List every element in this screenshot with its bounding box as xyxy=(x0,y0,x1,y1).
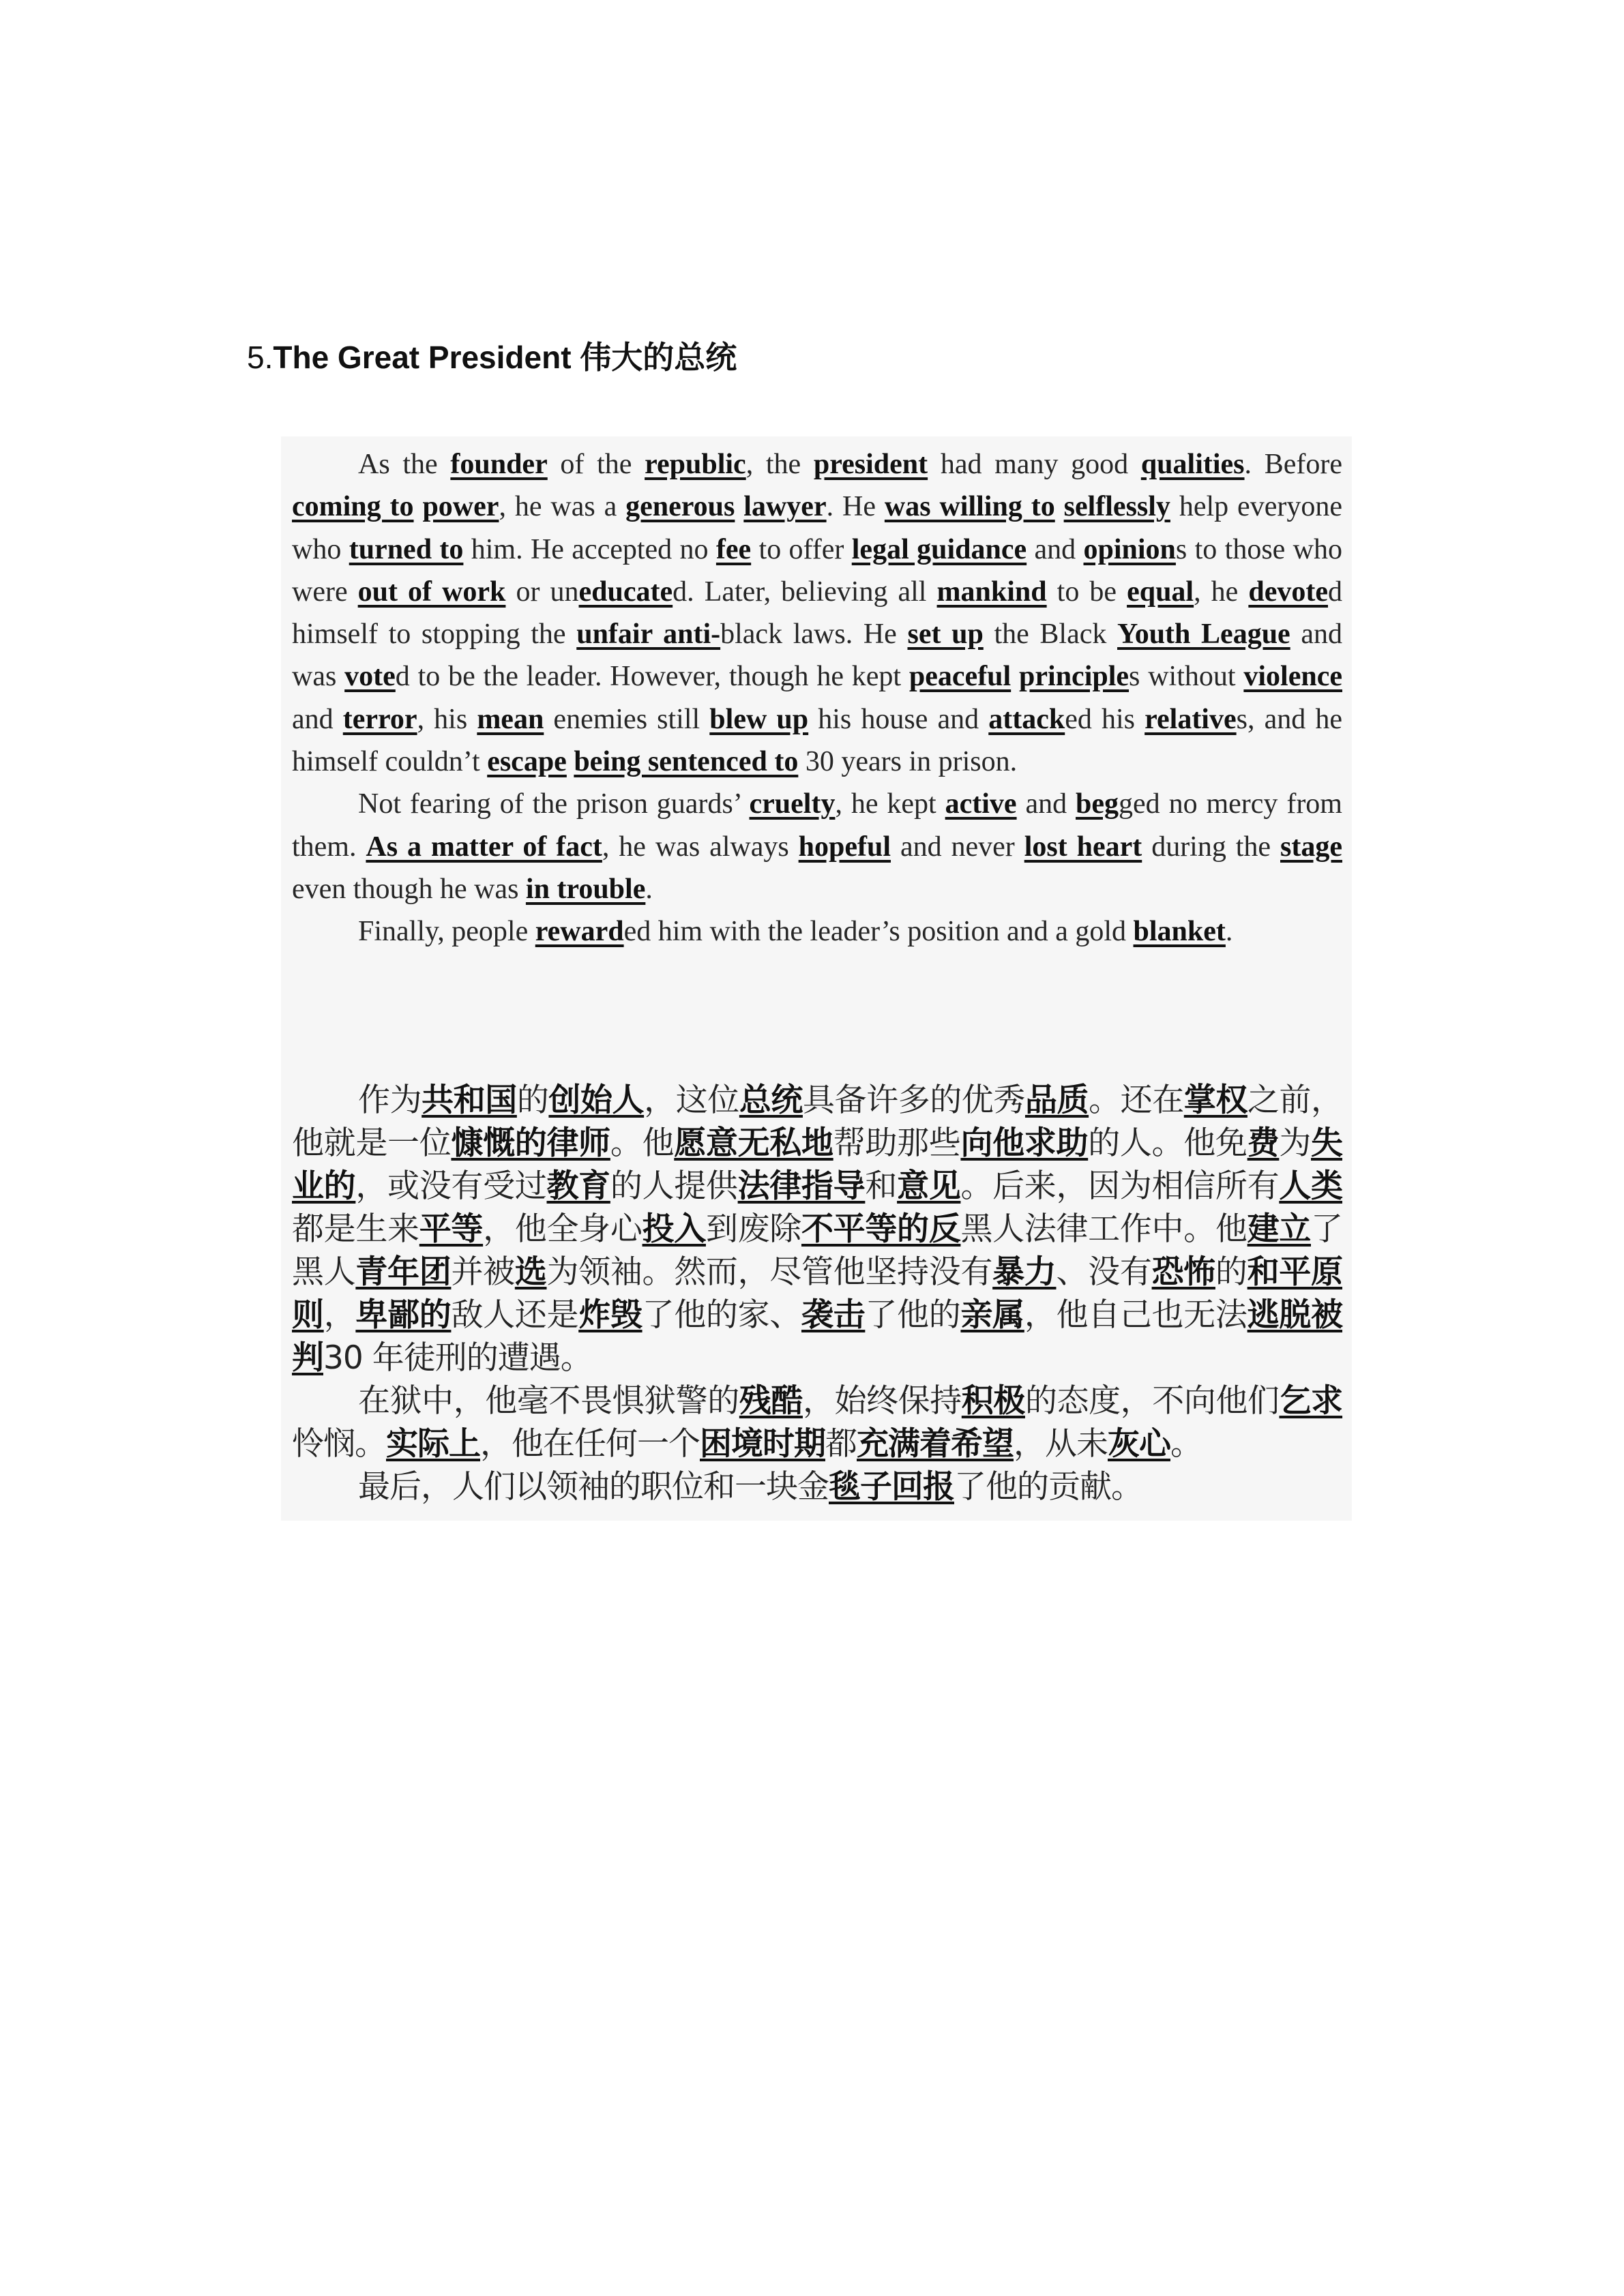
chinese-vocab-term: 人类 xyxy=(1279,1167,1342,1205)
english-text-run: even though he was xyxy=(292,873,526,905)
english-text-run: ged no mercy from them. xyxy=(292,788,1342,863)
chinese-vocab-term: 教育 xyxy=(546,1167,610,1205)
chinese-text-run: ， xyxy=(323,1296,356,1334)
chinese-text-run: 作为 xyxy=(358,1082,422,1119)
english-passage xyxy=(292,443,1342,953)
english-text-run: . xyxy=(1225,916,1233,948)
english-text-run: . xyxy=(645,873,653,905)
chinese-text-run: ，他全身心 xyxy=(483,1210,643,1248)
chinese-vocab-term: 恐怖 xyxy=(1151,1253,1215,1291)
english-text-run: d himself to stopping the xyxy=(292,576,1342,651)
chinese-vocab-term: 法律指导 xyxy=(737,1167,866,1205)
heading-title: The Great President 伟大的总统 xyxy=(273,340,737,375)
chinese-vocab-term: 掌权 xyxy=(1183,1082,1247,1119)
chinese-text-run: ，始终保持 xyxy=(802,1382,962,1420)
chinese-text-run: 在狱中，他毫不畏惧狱警的 xyxy=(358,1382,739,1420)
english-text-run: and was xyxy=(292,618,1342,693)
english-vocab-term: beg xyxy=(1076,788,1119,820)
chinese-vocab-term: 建立 xyxy=(1247,1210,1311,1248)
english-vocab-term: blanket xyxy=(1133,916,1226,948)
english-vocab-term: vote xyxy=(344,661,396,693)
chinese-vocab-term: 袭击 xyxy=(801,1296,866,1334)
english-text-run xyxy=(414,491,423,522)
chinese-text-run: 敌人还是 xyxy=(451,1296,579,1334)
english-text-run: d. Later, believing all xyxy=(673,576,937,608)
english-text-run: and never xyxy=(891,831,1024,863)
chinese-vocab-term: 慷慨的律师 xyxy=(451,1124,610,1162)
english-vocab-term: hopeful xyxy=(798,831,891,863)
english-vocab-term: qualities xyxy=(1140,449,1245,480)
chinese-text-run: 。还在 xyxy=(1089,1082,1184,1119)
english-text-run: to offer xyxy=(751,533,852,565)
chinese-vocab-term: 充满着希望 xyxy=(857,1425,1014,1463)
english-text-run: . He xyxy=(826,491,885,523)
chinese-text-run: ，这位 xyxy=(644,1082,739,1119)
english-text-run: , the xyxy=(745,449,814,480)
english-text-run: , he was always xyxy=(602,831,799,863)
english-text-run: s without xyxy=(1129,661,1244,693)
english-vocab-term: republic xyxy=(645,449,746,480)
english-vocab-term: principle xyxy=(1019,661,1130,693)
chinese-text-run: 具备许多的优秀 xyxy=(802,1082,1025,1119)
chinese-vocab-term: 回报 xyxy=(891,1468,954,1506)
english-vocab-term: terror xyxy=(342,703,417,735)
chinese-text-run: 最后，人们以领袖的职位和一块金 xyxy=(358,1468,829,1506)
english-text-run: of the xyxy=(547,449,645,480)
english-text-run: or un xyxy=(505,576,579,608)
english-text-run: 30 years in prison. xyxy=(798,746,1018,778)
chinese-text-run: 怜悯。 xyxy=(292,1425,386,1463)
english-text-run: Finally, people xyxy=(358,916,535,948)
chinese-vocab-term: 乞求 xyxy=(1279,1382,1343,1420)
chinese-passage xyxy=(292,1079,1342,1508)
chinese-text-run: 都 xyxy=(825,1425,857,1463)
chinese-text-run: 并被 xyxy=(451,1253,515,1291)
chinese-vocab-term: 不平等的反 xyxy=(801,1210,961,1248)
chinese-text-run: 帮助那些 xyxy=(833,1124,961,1162)
chinese-vocab-term: 失业的 xyxy=(292,1124,1342,1205)
chinese-vocab-term: 共和国 xyxy=(422,1082,517,1119)
chinese-vocab-term: 炸毁 xyxy=(578,1296,643,1334)
english-vocab-term: reward xyxy=(535,916,624,948)
english-vocab-term: opinion xyxy=(1083,533,1176,565)
english-vocab-term: president xyxy=(813,449,928,480)
english-vocab-term: stage xyxy=(1280,831,1342,863)
chinese-vocab-term: 总统 xyxy=(739,1082,803,1119)
english-vocab-term: Youth League xyxy=(1117,618,1290,651)
english-vocab-term: cruelty xyxy=(749,788,836,820)
chinese-vocab-term: 亲属 xyxy=(960,1296,1024,1334)
english-text-run: and xyxy=(292,703,343,735)
english-text-run: to be xyxy=(1046,576,1127,608)
english-vocab-term: was willing to xyxy=(884,491,1055,523)
chinese-vocab-term: 平等 xyxy=(419,1210,484,1248)
english-vocab-term: equal xyxy=(1127,576,1194,608)
chinese-text-run: 的态度，不向他们 xyxy=(1024,1382,1280,1420)
english-vocab-term: out of work xyxy=(357,576,506,608)
english-vocab-term: active xyxy=(945,788,1017,820)
heading-number: 5. xyxy=(247,340,274,375)
english-vocab-term: escape xyxy=(487,746,567,778)
english-text-run: him. He accepted no xyxy=(463,533,716,565)
english-text-run: ed his xyxy=(1065,703,1145,735)
chinese-vocab-term: 卑鄙的 xyxy=(355,1296,452,1334)
english-text-run: Not fearing of the prison guards’ xyxy=(358,788,750,820)
chinese-vocab-term: 逃脱被判 xyxy=(292,1296,1342,1377)
english-text-run: had many good xyxy=(928,449,1141,480)
english-text-run: the Black xyxy=(983,618,1118,651)
chinese-vocab-term: 困境时期 xyxy=(700,1425,825,1463)
english-text-run: s to those who were xyxy=(292,533,1342,608)
english-vocab-term: power xyxy=(422,491,499,523)
english-vocab-term: coming to xyxy=(292,491,414,523)
english-text-run xyxy=(1055,491,1064,522)
chinese-text-run: 之前，他就是一位 xyxy=(292,1082,1343,1162)
english-text-run: , he xyxy=(1194,576,1249,608)
english-text-run: , he was a xyxy=(499,491,626,523)
english-vocab-term: turned to xyxy=(349,533,464,565)
chinese-vocab-term: 意见 xyxy=(897,1167,961,1205)
english-vocab-term: As a matter of fact xyxy=(366,831,602,863)
chinese-text-run: 为领袖。然而，尽管他坚持没有 xyxy=(546,1253,993,1291)
chinese-text-run: 。 xyxy=(1170,1425,1202,1463)
english-paragraph xyxy=(292,443,1342,783)
english-text-run: As the xyxy=(358,449,451,480)
english-vocab-term: being sentenced to xyxy=(574,746,799,778)
english-text-run: , he kept xyxy=(835,788,945,820)
english-vocab-term: lost heart xyxy=(1024,831,1142,863)
english-vocab-term: unfair anti- xyxy=(576,618,721,651)
english-paragraph xyxy=(292,910,1342,953)
chinese-text-run: 黑人法律工作中。他 xyxy=(960,1210,1247,1248)
chinese-text-run: 的 xyxy=(1215,1253,1247,1291)
chinese-vocab-term: 灰心 xyxy=(1108,1425,1170,1463)
english-text-run: his house and xyxy=(808,703,989,735)
chinese-vocab-term: 品质 xyxy=(1024,1082,1089,1119)
english-paragraph xyxy=(292,783,1342,910)
chinese-text-run: 到废除 xyxy=(705,1210,801,1248)
chinese-text-run: 、没有 xyxy=(1056,1253,1152,1291)
english-text-run: d to be the leader. However, though he kept xyxy=(395,661,909,693)
chinese-text-run: 为 xyxy=(1279,1124,1311,1162)
chinese-text-run: ，他在任何一个 xyxy=(480,1425,700,1463)
english-text-run xyxy=(567,746,574,777)
chinese-text-run: 30 年徒刑的遭遇。 xyxy=(323,1339,592,1377)
chinese-text-run: 了他的家、 xyxy=(642,1296,801,1334)
chinese-text-run: ，他自己也无法 xyxy=(1024,1296,1247,1334)
chinese-vocab-term: 残酷 xyxy=(739,1382,803,1420)
english-vocab-term: founder xyxy=(450,449,548,480)
chinese-paragraph xyxy=(292,1079,1342,1380)
chinese-vocab-term: 费 xyxy=(1247,1124,1280,1162)
english-text-run: during the xyxy=(1142,831,1280,863)
chinese-vocab-term: 愿意无私地 xyxy=(674,1124,833,1162)
english-text-run: . Before xyxy=(1244,449,1342,480)
chinese-paragraph xyxy=(292,1380,1342,1465)
chinese-vocab-term: 和平原则 xyxy=(292,1253,1342,1334)
english-vocab-term: lawyer xyxy=(743,491,827,523)
english-text-run: black laws. He xyxy=(720,618,908,651)
english-vocab-term: mean xyxy=(477,703,544,735)
chinese-text-run: 的人提供 xyxy=(610,1167,738,1205)
chinese-vocab-term: 向他求助 xyxy=(960,1124,1089,1162)
english-vocab-term: educate xyxy=(578,576,673,608)
chinese-text-run: 了他的贡献。 xyxy=(954,1468,1142,1506)
english-text-run xyxy=(735,491,743,522)
english-text-run: , his xyxy=(417,703,477,735)
chinese-text-run: ，或没有受过 xyxy=(355,1167,547,1205)
chinese-text-run: 。他 xyxy=(610,1124,675,1162)
english-vocab-term: fee xyxy=(715,533,752,565)
chinese-vocab-term: 暴力 xyxy=(992,1253,1057,1291)
english-text-run xyxy=(1011,661,1019,692)
english-vocab-term: in trouble xyxy=(525,873,646,905)
chinese-vocab-term: 实际上 xyxy=(386,1425,480,1463)
english-vocab-term: violence xyxy=(1243,661,1342,693)
english-vocab-term: legal guidance xyxy=(851,533,1027,565)
english-vocab-term: peaceful xyxy=(909,661,1012,693)
chinese-vocab-term: 青年团 xyxy=(355,1253,452,1291)
chinese-text-run: 了他的 xyxy=(865,1296,961,1334)
english-vocab-term: generous xyxy=(625,491,735,523)
chinese-text-run: 都是生来 xyxy=(292,1210,419,1248)
english-vocab-term: set up xyxy=(907,618,984,651)
english-vocab-term: blew up xyxy=(709,703,809,735)
page-heading xyxy=(247,333,737,378)
english-vocab-term: mankind xyxy=(936,576,1047,608)
english-vocab-term: relative xyxy=(1145,703,1237,735)
english-text-run: and xyxy=(1016,788,1076,820)
chinese-text-run: 的人。他免 xyxy=(1088,1124,1247,1162)
chinese-vocab-term: 创始人 xyxy=(548,1082,645,1119)
english-vocab-term: attack xyxy=(988,703,1065,735)
english-text-run: help everyone who xyxy=(292,491,1342,565)
english-vocab-term: devote xyxy=(1248,576,1328,608)
chinese-text-run: 的 xyxy=(516,1082,549,1119)
chinese-paragraph xyxy=(292,1465,1342,1508)
english-text-run: enemies still xyxy=(544,703,710,735)
english-text-run: ed him with the leader’s position and a gold xyxy=(623,916,1134,948)
english-text-run: s, and he himself couldn’t xyxy=(292,703,1342,778)
chinese-text-run: 。后来，因为相信所有 xyxy=(960,1167,1280,1205)
chinese-text-run: 了黑人 xyxy=(292,1210,1342,1291)
english-text-run: and xyxy=(1027,533,1084,565)
chinese-vocab-term: 投入 xyxy=(642,1210,706,1248)
english-vocab-term: selflessly xyxy=(1063,491,1170,523)
chinese-text-run: 和 xyxy=(865,1167,898,1205)
chinese-vocab-term: 选 xyxy=(514,1253,547,1291)
chinese-text-run: ，从未 xyxy=(1014,1425,1108,1463)
chinese-vocab-term: 毯子 xyxy=(829,1468,891,1506)
chinese-vocab-term: 积极 xyxy=(961,1382,1025,1420)
